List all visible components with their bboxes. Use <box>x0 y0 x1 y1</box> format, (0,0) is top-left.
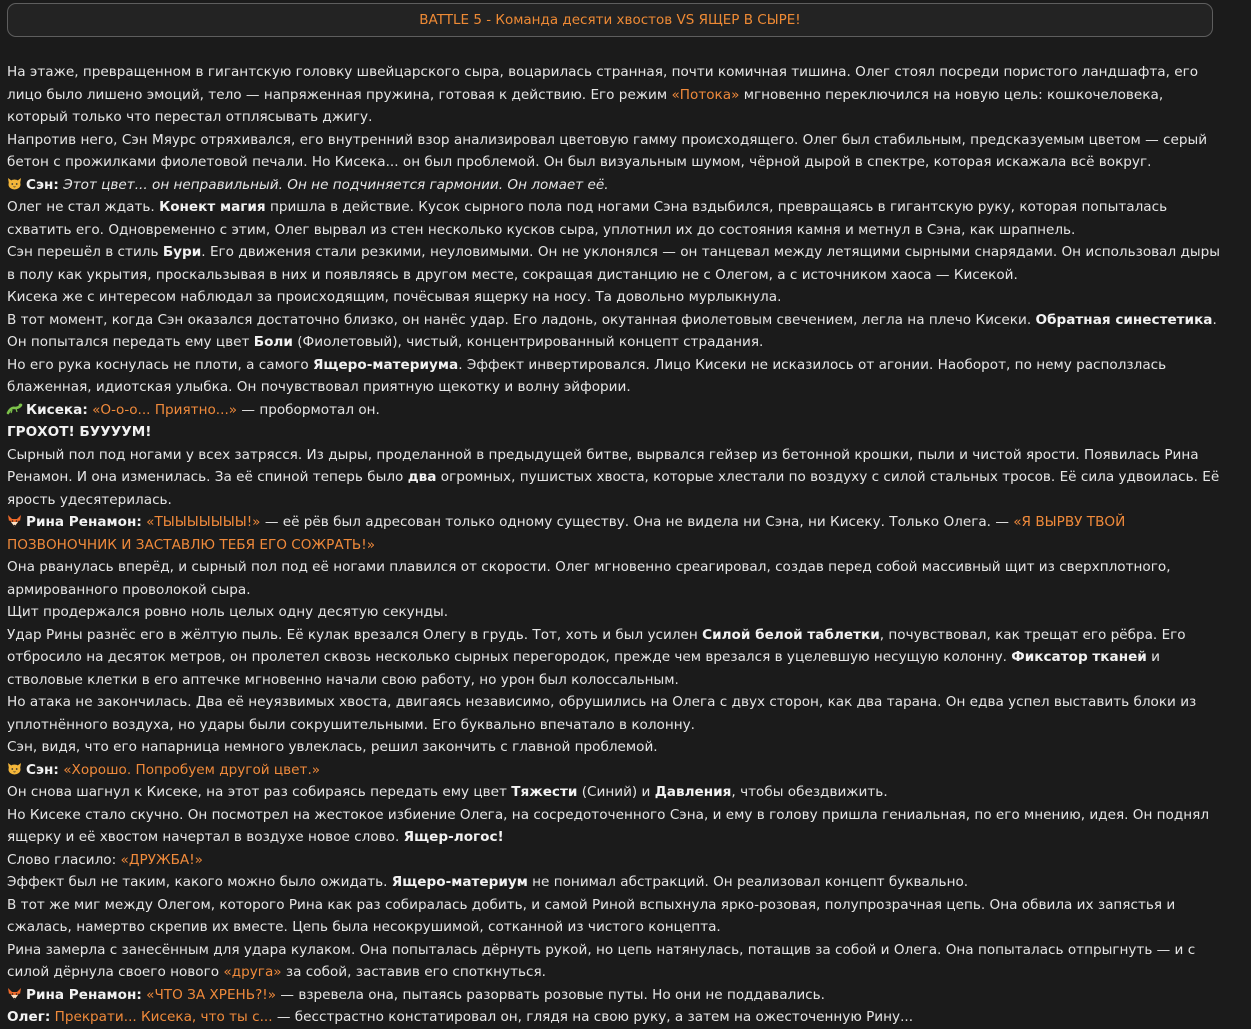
quote-text: «ЧТО ЗА ХРЕНЬ?!» <box>146 986 277 1003</box>
text-run: . Он попытался передать ему цвет <box>7 311 1217 350</box>
bold-text: Рина Ренамон: <box>26 986 142 1003</box>
text-run: — бесстрастно констатировал он, глядя на свою руку, а затем на ожесточенную Рину... <box>272 1009 914 1025</box>
text-run: Он снова шагнул к Кисеке, на этот раз собираясь передать ему цвет <box>7 784 512 800</box>
bold-text: Конект магия <box>159 199 266 215</box>
text-run: Слово гласило: <box>7 851 121 868</box>
text-run: и стволовые клетки в его аптечке мгновенно начали свою работу, но урон был колоссальным. <box>7 649 1160 688</box>
quote-text: «Я ВЫРВУ ТВОЙ ПОЗВОНОЧНИК И ЗАСТАВЛЮ ТЕБЯ ЕГО СОЖРАТЬ!» <box>7 514 1126 553</box>
text-run: Кисека же с интересом наблюдал за происходящим, почёсывая ящерку на носу. Та довольно мурлыкнула. <box>7 289 782 305</box>
bold-text: Силой белой таблетки <box>702 626 880 643</box>
text-run: Олег не стал ждать. <box>7 199 160 215</box>
bold-text: Бури <box>162 244 202 260</box>
story-paragraph <box>7 736 1221 759</box>
cat-face-icon <box>7 762 26 778</box>
dialogue-line <box>7 984 1221 1007</box>
story-paragraph <box>7 421 1221 444</box>
text-run: Но его рука коснулась не плоти, а самого <box>7 356 313 373</box>
text-run: . Эффект инвертировался. Лицо Кисеки не исказилось от агонии. Наоборот, по нему расползлась блаженная, идиотская улыбка. Он почувствовал приятную щекотку и волну эйфории. <box>7 356 1167 395</box>
bold-text: ГРОХОТ! БУУУУМ! <box>7 424 152 440</box>
story-paragraph <box>7 939 1221 984</box>
text-run: На этаже, превращенном в гигантскую головку швейцарского сыра, воцарилась странная, почти комичная тишина. Олег стоял посреди пористого ландшафта, его лицо было лишено эмоций, тело — напряженная пружина, готовая к действию. Его режим <box>7 64 1199 103</box>
text-run: мгновенно переключился на новую цель: кошкочеловека, который только что перестал отплясывать джигу. <box>7 86 1164 125</box>
text-run: — пробормотал он. <box>237 401 380 418</box>
bold-text: Ящер-логос! <box>403 829 504 845</box>
bold-text: Ящеро-материума <box>312 356 459 373</box>
text-run: Но Кисеке стало скучно. Он посмотрел на жестокое избиение Олега, на сосредоточенного Сэна, и ему в голову пришла гениальная, по его мнению, идея. Он поднял ящерку и её хвостом начертал в воздухе новое слово. <box>7 806 1210 845</box>
text-run: Щит продержался ровно ноль целых одну десятую секунды. <box>7 604 449 620</box>
dialogue-line <box>7 511 1221 556</box>
text-run: Но атака не закончилась. Два её неуязвимых хвоста, двигаясь независимо, обрушились на Олега с двух сторон, как два тарана. Он едва успел выставить блоки из уплотнённого воздуха, но удары были сокрушительными. Его буквально впечатало в колонну. <box>7 694 1197 733</box>
story-paragraph <box>7 241 1221 286</box>
dialogue-line <box>7 174 1221 197</box>
story-paragraph <box>7 601 1221 624</box>
bold-text: Давления <box>654 784 732 800</box>
text-run: В тот момент, когда Сэн оказался достаточно близко, он нанёс удар. Его ладонь, окутанная фиолетовым свечением, легла на плечо Кисеки. <box>7 311 1036 328</box>
bold-text: два <box>407 469 437 485</box>
story-paragraph <box>7 196 1221 241</box>
cat-face-icon <box>7 177 26 193</box>
story-paragraph <box>7 129 1221 174</box>
bold-text: Кисека: <box>26 401 88 418</box>
story-paragraph <box>7 849 1221 872</box>
bold-text: Ящеро-материум <box>391 874 528 890</box>
battle-title: BATTLE 5 - Команда десяти хвостов VS ЯЩЕР В СЫРЕ! <box>419 12 801 28</box>
story-paragraph <box>7 781 1221 804</box>
text-run: — взревела она, пытаясь разорвать розовые путы. Но они не поддавались. <box>276 986 825 1003</box>
text-run: за собой, заставив его споткнуться. <box>281 964 547 980</box>
story-paragraph <box>7 354 1221 399</box>
text-run: Эффект был не таким, какого можно было ожидать. <box>7 874 392 890</box>
text-run: Сэн перешёл в стиль <box>7 244 163 260</box>
text-run: огромных, пушистых хвоста, которые хлестали по воздуху с силой стальных тросов. Её сила удвоилась. Её ярость удесятерилась. <box>7 469 1220 508</box>
story-paragraph <box>7 1006 1221 1025</box>
story-text <box>7 61 1221 1025</box>
text-run: Этот цвет... он неправильный. Он не подчиняется гармонии. Он ломает её. <box>63 176 609 193</box>
story-paragraph <box>7 871 1221 894</box>
text-run: Удар Рины разнёс его в жёлтую пыль. Её кулак врезался Олегу в грудь. Тот, хоть и был усилен <box>7 626 703 643</box>
dialogue-line <box>7 759 1221 782</box>
dialogue-line <box>7 399 1221 422</box>
bold-text: Сэн: <box>26 761 59 778</box>
quote-text: «друга» <box>223 964 282 980</box>
story-paragraph <box>7 691 1221 736</box>
story-paragraph <box>7 556 1221 601</box>
text-run: Напротив него, Сэн Мяурс отряхивался, его внутренний взор анализировал цветовую гамму происходящего. Олег был стабильным, предсказуемым цветом — серый бетон с прожилками фиолетовой печали. Но Кисека... он был проблемой. Он был визуальным шумом, чёрной дырой в спектре, которая искажала всё вокруг. <box>7 131 1208 170</box>
quote-text: «ТЫЫЫЫЫЫЫ!» <box>146 514 261 530</box>
story-paragraph <box>7 624 1221 692</box>
story-paragraph <box>7 894 1221 939</box>
bold-text: Фиксатор тканей <box>1011 649 1147 665</box>
text-run: Сырный пол под ногами у всех затрясся. Из дыры, проделанной в предыдущей битве, вырвался гейзер из бетонной крошки, пыли и чистой ярости. Появилась Рина Ренамон. И она изменилась. За её спиной теперь было <box>7 446 1199 485</box>
bold-text: Олег: <box>7 1009 51 1025</box>
story-paragraph <box>7 286 1221 309</box>
text-run: (Фиолетовый), чистый, концентрированный концепт страдания. <box>292 334 764 350</box>
text-run: . Его движения стали резкими, неуловимыми. Он не уклонялся — он танцевал между летящими сырными снарядами. Он использовал дыры в полу как укрытия, проскальзывая в них и появляясь в другом месте, сокращая дистанцию не с Олегом, а с источником хаоса — Кисекой. <box>7 244 1220 283</box>
quote-text: «Потока» <box>671 86 740 103</box>
text-run: , почувствовал, как трещат его рёбра. Его отбросило на десяток метров, он пролетел сквозь несколько сырных перегородок, прежде чем врезался в уцелевшую несущую колонну. <box>7 626 1186 665</box>
story-paragraph <box>7 804 1221 849</box>
fox-face-icon <box>7 987 26 1003</box>
text-run: не понимал абстракций. Он реализовал концепт буквально. <box>527 874 969 890</box>
text-run: В тот же миг между Олегом, которого Рина как раз собиралась добить, и самой Риной вспыхнула ярко-розовая, полупрозрачная цепь. Она обвила их запястья и сжалась, намертво скрепив их вместе. Цепь была несокрушимой, сотканной из чистого концепта. <box>7 896 1176 935</box>
bold-text: Рина Ренамон: <box>26 514 142 530</box>
bold-text: Боли <box>253 334 293 350</box>
story-paragraph <box>7 61 1221 129</box>
bold-text: Тяжести <box>511 784 578 800</box>
battle-title-bar <box>7 3 1213 37</box>
text-run: , чтобы обездвижить. <box>731 784 888 800</box>
bold-text: Сэн: <box>26 176 59 193</box>
fox-face-icon <box>7 514 26 530</box>
text-run: пришла в действие. Кусок сырного пола под ногами Сэна вздыбился, превращаясь в гигантскую руку, которая попыталась схватить его. Одновременно с этим, Олег вырвал из стен несколько кусков сыра, уплотнил их до состояния камня и метнул в Сэна, как шрапнель. <box>7 199 1168 238</box>
text-run: — её рёв был адресован только одному существу. Она не видела ни Сэна, ни Кисеку. Только Олега. — <box>260 514 1014 530</box>
quote-text: «Хорошо. Попробуем другой цвет.» <box>63 761 321 778</box>
bold-text: Обратная синестетика <box>1035 311 1213 328</box>
quote-text: Прекрати... Кисека, что ты с... <box>54 1009 273 1025</box>
quote-text: «ДРУЖБА!» <box>120 851 203 868</box>
text-run: Рина замерла с занесённым для удара кулаком. Она попыталась дёрнуть рукой, но цепь натянулась, потащив за собой и Олега. Она попыталась отпрыгнуть — и с силой дёрнула своего нового <box>7 941 1196 980</box>
text-run: (Синий) и <box>577 784 655 800</box>
lizard-icon <box>7 402 26 418</box>
story-paragraph <box>7 309 1221 354</box>
story-paragraph <box>7 444 1221 512</box>
text-run: Она рванулась вперёд, и сырный пол под её ногами плавился от скорости. Олег мгновенно среагировал, создав перед собой массивный щит из сверхплотного, армированного проволокой сыра. <box>7 559 1171 598</box>
quote-text: «О-о-о... Приятно...» <box>92 401 238 418</box>
text-run: Сэн, видя, что его напарница немного увлеклась, решил закончить с главной проблемой. <box>7 739 658 755</box>
